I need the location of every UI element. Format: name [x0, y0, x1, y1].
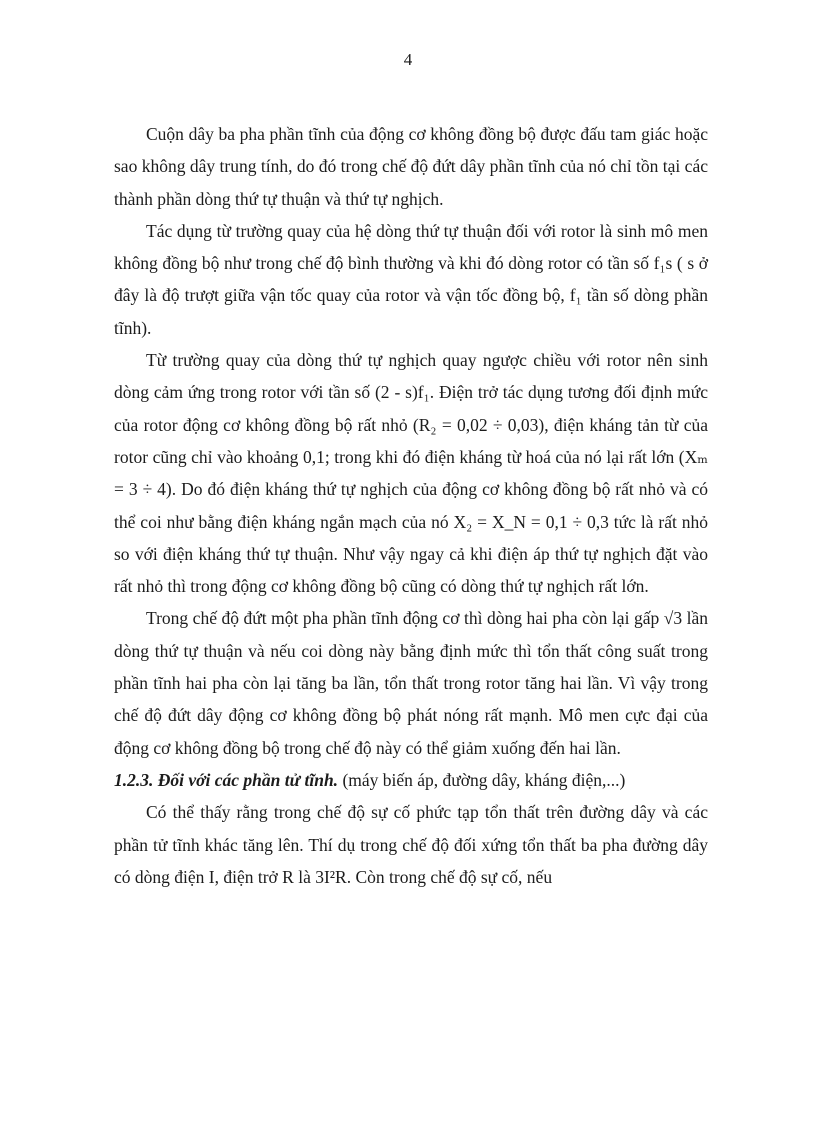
section-title: Đối với các phần tử tĩnh.: [157, 769, 339, 790]
page-body: [114, 118, 708, 893]
paragraph-5: Có thể thấy rằng trong chế độ sự cố phức tạp tổn thất trên đường dây và các phần tử tĩnh khác tăng lên. Thí dụ trong chế độ đối xứng tổn thất ba pha đường dây có dòng điện I, điện trở R là 3I²R. Còn trong chế độ sự cố, nếu: [114, 802, 708, 887]
page-number: 4: [403, 50, 413, 69]
paragraph-4: Trong chế độ đứt một pha phần tĩnh động cơ thì dòng hai pha còn lại gấp √3 lần dòng thứ tự thuận và nếu coi dòng này bằng định mức thì tổn thất công suất trong phần tĩnh hai pha còn lại tăng ba lần, tổn thất trong rotor tăng hai lần. Vì vậy trong chế độ đứt dây động cơ không đồng bộ phát nóng rất mạnh. Mô men cực đại của động cơ không đồng bộ trong chế độ này có thể giảm xuống đến hai lần.: [114, 608, 708, 758]
section-subtitle: (máy biến áp, đường dây, kháng điện,...): [338, 769, 626, 790]
section-heading: [114, 764, 708, 796]
section-number: 1.2.3.: [114, 769, 154, 790]
paragraph-1: Cuộn dây ba pha phần tĩnh của động cơ không đồng bộ được đấu tam giác hoặc sao không dây trung tính, do đó trong chế độ đứt dây phần tĩnh của nó chỉ tồn tại các thành phần dòng thứ tự thuận và thứ tự nghịch.: [114, 124, 708, 209]
paragraph-3: Từ trường quay của dòng thứ tự nghịch quay ngược chiều với rotor nên sinh dòng cảm ứng trong rotor với tần số (2 - s)f₁. Điện trở tác dụng tương đối định mức của rotor động cơ không đồng bộ rất nhỏ (R₂ = 0,02 ÷ 0,03), điện kháng tản từ của rotor cũng chỉ vào khoảng 0,1; trong khi đó điện kháng từ hoá của nó lại rất lớn (Xₘ = 3 ÷ 4). Do đó điện kháng thứ tự nghịch của động cơ không đồng bộ rất nhỏ và có thể coi như bằng điện kháng ngắn mạch của nó X₂ = X_N = 0,1 ÷ 0,3 tức là rất nhỏ so với điện kháng thứ tự thuận. Như vậy ngay cả khi điện áp thứ tự nghịch đặt vào rất nhỏ thì trong động cơ không đồng bộ cũng có dòng thứ tự nghịch rất lớn.: [114, 350, 708, 597]
paragraph-2: Tác dụng từ trường quay của hệ dòng thứ tự thuận đối với rotor là sinh mô men không đồng bộ như trong chế độ bình thường và khi đó dòng rotor có tần số f₁s ( s ở đây là độ trượt giữa vận tốc quay của rotor và vận tốc đồng bộ, f₁ tần số dòng phần tĩnh).: [114, 220, 708, 338]
